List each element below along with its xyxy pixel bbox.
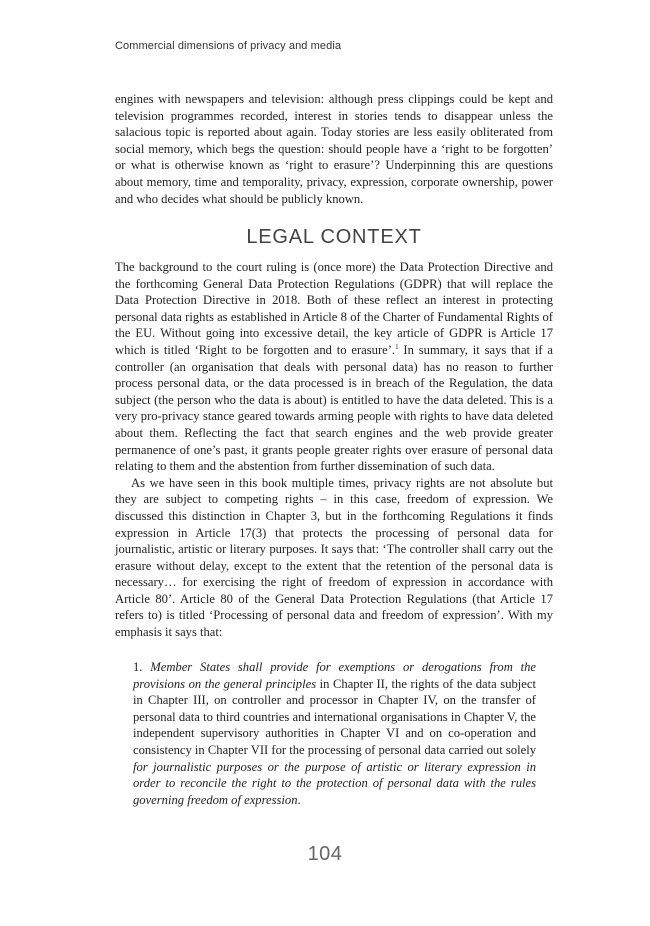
block-quote [133,659,536,808]
quote-number: 1. [133,660,151,674]
quote-italic-2: for journalistic purposes or the purpose of artistic or literary expression in order to reconcile the right to the protection of personal data with the rules governing freedom of expression [133,759,536,807]
footnote-ref-1[interactable]: 1 [395,342,399,351]
quote-plain: in Chapter II, the rights of the data subject in Chapter III, on controller and processor in Chapter IV, on the transfer of personal data to third countries and international organisations in Chapter V, the independent supervisory authorities in Chapter VI and on co-operation and consistency in Chapter VII for the processing of personal data carried out solely [133,676,536,757]
body-text-block [115,259,553,641]
quote-end: . [297,792,301,807]
page-number: 104 [307,843,343,865]
body-paragraph-2: As we have seen in this book multiple times, privacy rights are not absolute but they are subject to competing rights – in this case, freedom of expression. We discussed this distinction in Chapter 3, but in the forthcoming Regulations it finds expression in Article 17(3) that protects the processing of personal data for journalistic, artistic or literary purposes. It says that: ‘The controller shall carry out the erasure without delay, except to the extent that the retention of the personal data is necessary… for exercising the right of freedom of expression in accordance with Article 80’. Article 80 of the General Data Protection Regulations (that Article 17 refers to) is titled ‘Processing of personal data and freedom of expression’. With my emphasis it says that: [115,475,553,640]
opening-paragraph: engines with newspapers and television: although press clippings could be kept and television programmes recorded, interest in stories tends to disappear unless the salacious topic is reported about again. Today stories are less easily obliterated from social memory, which begs the question: should people have a ‘right to be forgotten’ or what is otherwise known as ‘right to erasure’? Underpinning this are questions about memory, time and temporality, privacy, expression, corporate ownership, power and who decides what should be publicly known. [115,92,553,206]
section-heading: LEGAL CONTEXT [246,226,422,248]
running-head: Commercial dimensions of privacy and media [115,40,342,52]
paragraph-1-text-a: The background to the court ruling is (once more) the Data Protection Directive and the forthcoming General Data Protection Regulations (GDPR) that will replace the Data Protection Directive in 2018. Both of these reflect an interest in protecting personal data rights as established in Article 8 of the Charter of Fundamental Rights of the EU. Without going into excessive detail, the key article of GDPR is Article 17 which is titled ‘Right to be forgotten and to erasure’. [115,260,553,357]
body-paragraph-1 [115,259,553,475]
opening-paragraph-block [115,91,553,207]
quote-italic-1: Member States shall provide for exemptions or derogations from the provisions on the general principles [133,660,536,691]
paragraph-1-text-b: In summary, it says that if a controller (an organisation that deals with personal data) has no reason to further process personal data, or the data processed is in breach of the Regulation, the data subject (the person who the data is about) is entitled to have the data deleted. This is a very pro-privacy stance geared towards arming people with rights to have data deleted about them. Reflecting the fact that search engines and the web provide greater permanence of one’s past, it grants people greater rights over erasure of personal data relating to them and the abstention from further dissemination of such data. [115,342,554,474]
